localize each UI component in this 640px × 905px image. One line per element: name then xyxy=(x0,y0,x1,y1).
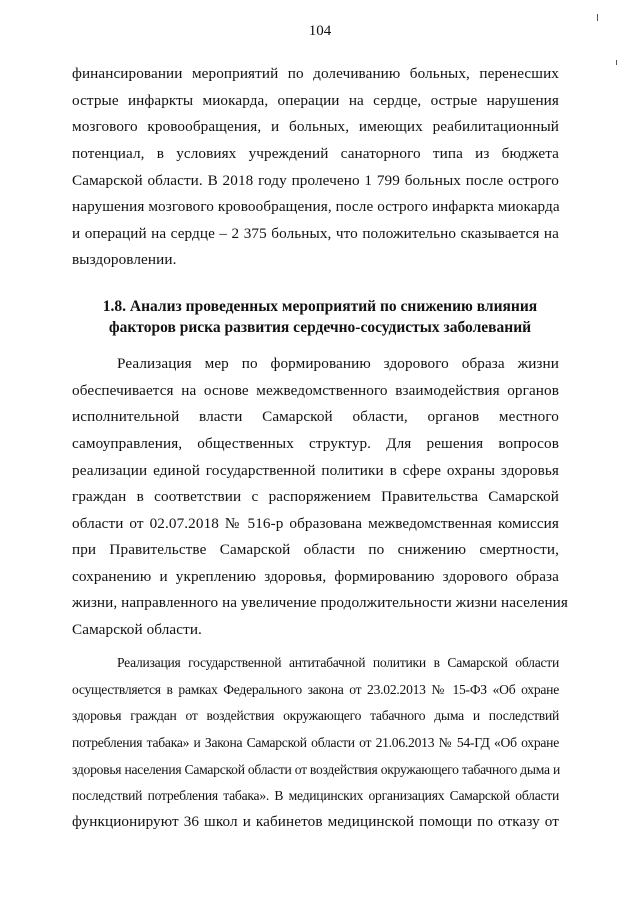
text-line: функционируют 36 школ и кабинетов медицинской помощи по отказу от xyxy=(72,813,559,830)
text-line: самоуправления, общественных структур. Для решения вопросов xyxy=(72,435,559,452)
text-line: Реализация мер по формированию здорового образа жизни xyxy=(117,355,559,372)
text-line: здоровья населения Самарской области от воздействия окружающего табачного дыма и xyxy=(72,762,561,777)
text-line: граждан в соответствии с распоряжением Правительства Самарской xyxy=(72,488,559,505)
scan-speck xyxy=(616,60,617,65)
text-line: обеспечивается на основе межведомственного взаимодействия органов xyxy=(72,382,559,399)
text-line: нарушения мозгового кровообращения, после острого инфаркта миокарда xyxy=(72,198,560,215)
text-line: области от 02.07.2018 № 516-р образована межведомственная комиссия xyxy=(72,515,559,532)
text-line: мозгового кровообращения, и больных, имеющих реабилитационный xyxy=(72,118,559,135)
text-line: потребления табака» и Закона Самарской области от 21.06.2013 № 54-ГД «Об охране xyxy=(72,735,559,750)
text-line: жизни, направленного на увеличение продолжительности жизни населения xyxy=(72,594,568,611)
page-number: 104 xyxy=(308,23,332,39)
text-line: и операций на сердце – 2 375 больных, что положительно сказывается на xyxy=(72,225,559,242)
scan-speck xyxy=(597,14,598,21)
text-line: сохранению и укреплению здоровья, формированию здорового образа xyxy=(72,568,559,585)
section-heading-line: 1.8. Анализ проведенных мероприятий по снижению влияния xyxy=(102,298,538,315)
text-line: финансировании мероприятий по долечиванию больных, перенесших xyxy=(72,65,559,82)
text-line: последствий потребления табака». В медицинских организациях Самарской области xyxy=(72,788,559,803)
text-line: Реализация государственной антитабачной политики в Самарской области xyxy=(117,655,559,670)
text-line: выздоровлении. xyxy=(72,251,177,268)
text-line: здоровья граждан от воздействия окружающего табачного дыма и последствий xyxy=(72,708,559,723)
text-line: острые инфаркты миокарда, операции на сердце, острые нарушения xyxy=(72,92,559,109)
text-line: Самарской области. В 2018 году пролечено 1 799 больных после острого xyxy=(72,172,559,189)
text-line: потенциал, в условиях учреждений санаторного типа из бюджета xyxy=(72,145,559,162)
section-heading-line: факторов риска развития сердечно-сосудистых заболеваний xyxy=(108,319,532,336)
text-line: Самарской области. xyxy=(72,621,202,638)
text-line: при Правительстве Самарской области по снижению смертности, xyxy=(72,541,559,558)
text-line: исполнительной власти Самарской области, органов местного xyxy=(72,408,559,425)
text-line: реализации единой государственной политики в сфере охраны здоровья xyxy=(72,462,559,479)
text-line: осуществляется в рамках Федерального закона от 23.02.2013 № 15-ФЗ «Об охране xyxy=(72,682,559,697)
